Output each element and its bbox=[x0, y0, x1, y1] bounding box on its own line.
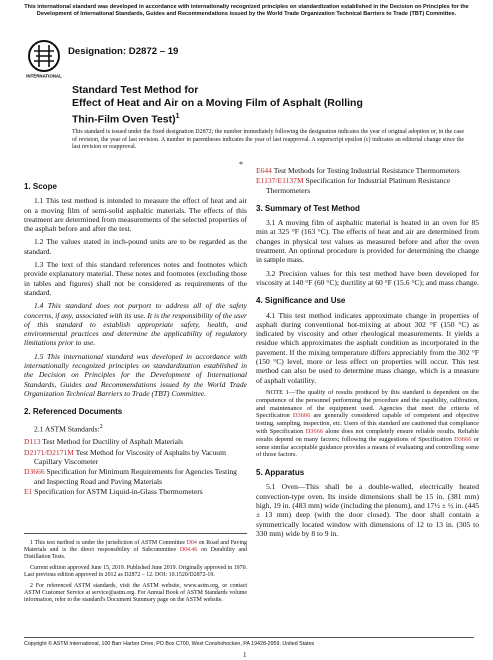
footnote-1: 1 This test method is under the jurisdiction of ASTM Committee D04 on Road and Paving Materials and is the direct responsibility of Subcommittee D04.46 on Durability and Distillation Tests. bbox=[24, 540, 248, 560]
paragraph-4-1: 4.1 This test method indicates approximate change in properties of asphalt during conventional hot-mixing at about 302 °F (150 °C) as indicated by viscosity and other rheological measurements. It yields a residue which approximates the asphalt condition as incorporated in the pavement. If the mixing temperature differs appreciably from the 302 °F (150 °C) level, more or less effect on properties will occur. This test method can also be used to determine mass change, which is a measure of asphalt volatility. bbox=[256, 310, 479, 385]
svg-text:INTERNATIONAL: INTERNATIONAL bbox=[26, 73, 62, 79]
paragraph-3-1: 3.1 A moving film of asphaltic material is heated in an oven for 85 min at 325 °F (163 °C). The effects of heat and air are determined from changes in physical test values as measured before and after the oven treatment. An optional procedure is provided for determining the change in sample mass. bbox=[256, 218, 479, 265]
title-line-1: Standard Test Method for bbox=[72, 84, 199, 96]
paragraph-2-1: 2.1 ASTM Standards:$^2$ bbox=[34, 422, 103, 434]
paragraph-1-2: 1.2 The values stated in inch-pound units are to be regarded as the standard. bbox=[24, 237, 247, 256]
reference-e644[interactable]: E644 Test Methods for Testing Industrial Resistance Thermometers bbox=[256, 166, 460, 175]
section-heading-summary: 3. Summary of Test Method bbox=[256, 203, 360, 213]
title-footnote-ref: 1 bbox=[175, 113, 180, 120]
right-column bbox=[256, 166, 479, 542]
section-heading-scope: 1. Scope bbox=[24, 182, 57, 191]
note-1: NOTE 1—The quality of results produced by this standard is dependent on the competence of the personnel performing the procedure and the capability, calibration, and maintenance of the equipment used. Agencies that meet the criteria of Specification D3666 are generally considered capable of competent and objective testing, sampling, inspection, etc. Users of this standard are cautioned that compliance with Specification D3666 alone does not completely ensure reliable results. Reliable results depend on many factors; following the suggestions of Specification D3666 or some similar acceptable guidance provides a means of evaluating and controlling some of those factors. bbox=[256, 388, 480, 459]
reference-d113[interactable]: D113 Test Method for Ductility of Asphalt Materials bbox=[24, 437, 183, 447]
section-heading-referenced-documents: 2. Referenced Documents bbox=[24, 407, 123, 417]
reference-e1137[interactable]: E1137/E1137M Specification for Industrial Platinum Resistance Thermometers bbox=[256, 176, 451, 195]
footnotes bbox=[24, 533, 247, 608]
copyright-line: Copyright © ASTM International, 100 Barr Harbor Drive, PO Box C700, West Conshohocken, PA 19428-2959. United States bbox=[24, 637, 474, 647]
page-number: 1 bbox=[243, 651, 247, 659]
designation: Designation: D2872 – 19 bbox=[68, 46, 179, 57]
document-title bbox=[72, 84, 432, 127]
reference-d3666[interactable]: D3666 Specification for Minimum Requirements for Agencies Testing and Inspecting Road and Paving Materials bbox=[24, 467, 237, 486]
section-separator: * bbox=[239, 160, 243, 169]
paragraph-1-3: 1.3 The text of this standard references notes and footnotes which provide explanatory material. These notes and footnotes (excluding those in tables and figures) shall not be considered as requirements of the standard. bbox=[24, 260, 247, 297]
section-heading-significance: 4. Significance and Use bbox=[256, 296, 346, 306]
footnote-1-edition: Current edition approved June 15, 2019. Published June 2019. Originally approved in 1970. Last previous edition approved in 2012 as D2872 – 12. DOI: 10.1520/D2872-19. bbox=[24, 565, 247, 578]
left-column bbox=[24, 173, 247, 497]
reference-e1[interactable]: E1 Specification for ASTM Liquid-in-Glass Thermometers bbox=[24, 486, 203, 496]
paragraph-1-1: 1.1 This test method is intended to measure the effect of heat and air on a moving film of semi-solid asphaltic materials. The effects of this treatment are determined from measurements of the selected properties of the asphalt before and after the test. bbox=[24, 196, 247, 234]
paragraph-3-2: 3.2 Precision values for this test method have been developed for viscosity at 140 °F (60 °C); ductility at 60 °F (15.6 °C); and mass change. bbox=[256, 268, 479, 287]
title-line-2: Effect of Heat and Air on a Moving Film of Asphalt (Rolling bbox=[72, 97, 363, 109]
paragraph-5-1: 5.1 Oven—This shall be a double-walled, electrically heated convection-type oven. Its inside dimensions shall be 15 in. (381 mm) high, 19 in. (483 mm) wide (including the plenum), and 17½ ± ½ in. (445 ± 13 mm) deep (with the door closed). The door shall contain a symmetrically located window with dimensions of 12 to 13 in. (305 to 330 mm) wide by 8 to 9 in. bbox=[256, 482, 479, 538]
footnote-2: 2 For referenced ASTM standards, visit the ASTM website, www.astm.org, or contact ASTM Customer Service at service@astm.org. For Annual Book of ASTM Standards volume information, refer to the standard's Document Summary page on the ASTM website. bbox=[24, 583, 247, 603]
astm-logo-icon bbox=[26, 39, 62, 79]
top-notice: This international standard was developed in accordance with internationally recognized principles on standardization established in the Decision on Principles for the Development of International Standards, Guides and Recommendations issued by the World Trade Organization Technical Barriers to Trade (TBT) Committee. bbox=[24, 4, 469, 17]
reference-d2171[interactable]: D2171/D2171M Test Method for Viscosity of Asphalts by Vacuum Capillary Viscometer bbox=[24, 447, 226, 466]
standard-issue-note: This standard is issued under the fixed designation D2872; the number immediately following the designation indicates the year of original adoption or, in the case of revision, the year of last revision. A number in parentheses indicates the year of last reapproval. A superscript epsilon (ε) indicates an editorial change since the last revision or reapproval. bbox=[72, 129, 464, 151]
paragraph-1-4: 1.4 This standard does not purport to address all of the safety concerns, if any, associated with its use. It is the responsibility of the user of this standard to establish appropriate safety, health, and environmental practices and determine the applicability of regulatory limitations prior to use. bbox=[24, 301, 247, 348]
section-heading-apparatus: 5. Apparatus bbox=[256, 468, 305, 478]
paragraph-1-5: 1.5 This international standard was developed in accordance with internationally recognized principles on standardization established in the Decision on Principles for the Development of International Standards, Guides and Recommendations issued by the World Trade Organization Technical Barriers to Trade (TBT) Committee. bbox=[24, 351, 247, 398]
title-line-3: Thin-Film Oven Test)$^1$ bbox=[72, 113, 180, 126]
